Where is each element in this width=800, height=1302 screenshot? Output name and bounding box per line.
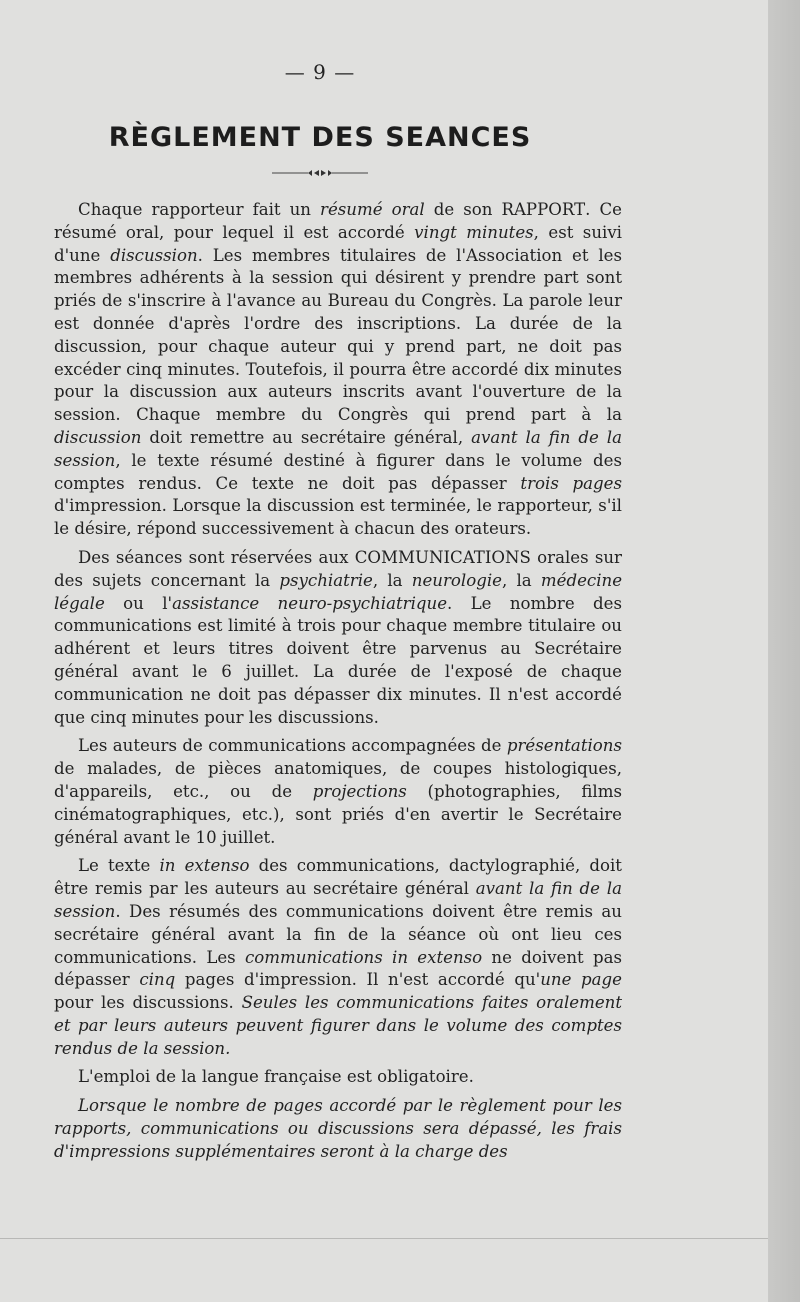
text-run: avant la fin de la session [54,879,622,921]
text-run: . Les membres titulaires de l'Association et les membres adhérents à la session qui désirent y prendre part sont priés de s'inscrire à l'avance au Bureau du Congrès. La parole leur est donnée d'après l'ordre des inscriptions. La durée de la discussion, pour chaque auteur qui y prend part, ne doit pas excéder cinq minutes. Toutefois, il pourra être accordé dix minutes pour la discussion aux auteurs inscrits avant l'ouverture de la session. Chaque membre du Congrès qui prend part à la [54,245,623,425]
text-run: , la [372,570,412,590]
text-run: avant la fin de la session [54,427,622,470]
text-run: vingt minutes [414,222,534,242]
text-run: , la [501,570,541,590]
page-number: — 9 — [284,60,356,84]
text-run: L'emploi de la langue française est obligatoire. [78,1067,474,1087]
paragraph-5 [54,1066,622,1089]
text-run: Chaque rapporteur fait un [78,200,321,219]
text-run: présentations [506,736,622,756]
paragraph-3 [54,735,622,849]
text-run: résumé oral [320,200,425,219]
text-run: Les auteurs de communications accompagnées de [78,736,507,756]
text-run: une page [540,970,622,990]
text-run: Lorsque le nombre de pages accordé par le règlement pour les rapports, communications ou discussions sera dépassé, les frais d'impressions supplémentaires seront à la charge des [54,1096,622,1161]
text-run: doit remettre au secrétaire général, [141,427,472,447]
text-run: assistance neuro-psychiatrique [172,593,448,613]
text-run: in extenso [159,856,250,876]
text-run: ne doivent pas dépasser [54,947,622,990]
text-run: projections [312,781,407,801]
text-run: COMMUNICATIONS [354,547,531,567]
page-edge [768,0,800,1302]
text-run: communications in extenso [244,947,483,967]
text-run: (photographies, films cinématographiques, etc.), sont priés d'en avertir le Secrétaire général avant le 10 juillet. [54,781,622,847]
paragraph-1 [54,199,622,541]
text-run: . Le nombre des communications est limité à trois pour chaque membre titulaire ou adhérent et leurs titres doivent être parvenus au Secrétaire général avant le 6 juillet. La durée de l'exposé de chaque communication ne doit pas dépasser dix minutes. Il n'est accordé que cinq minutes pour les discussions. [54,593,622,727]
page-bottom-rule [0,1238,768,1239]
text-run: cinq [139,970,176,990]
text-run: Des séances sont réservées aux [78,547,355,567]
text-run: RAPPORT [501,200,586,219]
text-run: ou l' [104,593,173,613]
text-run: , le texte résumé destiné à figurer dans le volume des comptes rendus. Ce texte ne doit pas dépasser [54,450,622,493]
text-run: des communications, dactylographié, doit être remis par les auteurs au secrétaire général [54,856,622,899]
text-run: médecine légale [54,570,623,613]
text-run: neurologie [411,570,502,590]
text-run: d'impression. Lorsque la discussion est terminée, le rapporteur, s'il le désire, répond successivement à chacun des orateurs. [54,496,622,539]
paragraph-6 [54,1095,622,1163]
text-run: discussion [110,245,198,265]
text-run: Seules les communications faites oralement et par leurs auteurs peuvent figurer dans le volume des comptes rendus de la session. [54,993,623,1058]
body-text [54,199,622,1170]
text-run: orales sur des sujets concernant la [54,547,622,590]
text-run: de son [424,200,502,219]
text-run: . Des résumés des communications doivent être remis au secrétaire général avant la fin de la séance où ont lieu ces communications. Les [54,901,622,967]
text-run: Le texte [78,856,160,876]
text-run: psychiatrie [279,570,373,590]
page-title: RÈGLEMENT DES SEANCES [108,122,532,153]
text-run: , est suivi d'une [54,222,622,265]
text-run: pour les discussions. [54,993,242,1013]
paragraph-2 [54,547,622,729]
paragraph-4 [54,855,622,1060]
text-run: de malades, de pièces anatomiques, de coupes histologiques, d'appareils, etc., ou de [54,759,622,801]
text-run: pages d'impression. Il n'est accordé qu' [175,970,541,990]
text-run: discussion [54,427,142,447]
text-run: . Ce résumé oral, pour lequel il est accordé [54,200,622,242]
title-ornament [270,168,370,178]
text-run: trois pages [520,473,622,493]
